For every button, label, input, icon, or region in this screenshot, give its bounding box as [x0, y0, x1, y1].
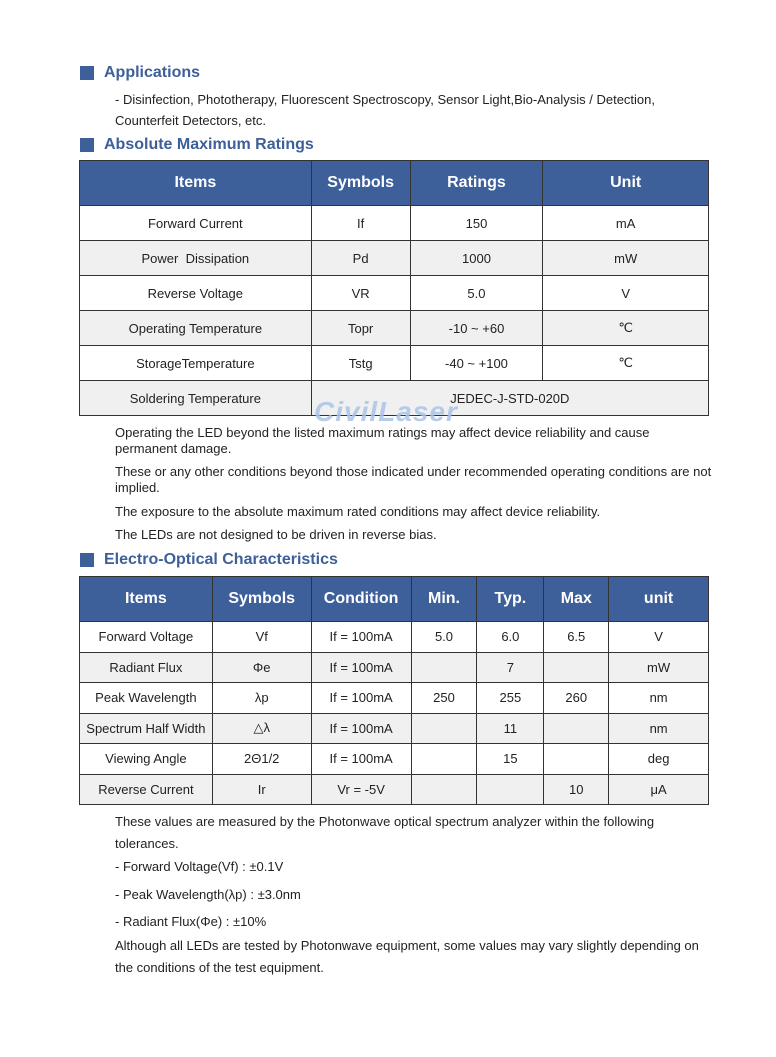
- table-cell: Viewing Angle: [80, 744, 213, 775]
- table-cell: StorageTemperature: [80, 346, 312, 381]
- table-cell: [477, 774, 544, 805]
- section-bullet-icon: [80, 66, 94, 80]
- column-header: unit: [609, 577, 709, 622]
- watermark-logo: CivilLaser: [314, 396, 458, 427]
- table-cell: [544, 652, 609, 683]
- section-bullet-icon: [80, 138, 94, 152]
- column-header: Max: [544, 577, 609, 622]
- table-cell: 6.0: [477, 622, 544, 653]
- table-cell: ℃: [543, 346, 709, 381]
- column-header: Symbols: [212, 577, 311, 622]
- table-cell: ℃: [543, 311, 709, 346]
- table-cell: Pd: [311, 241, 410, 276]
- table-row: [80, 241, 709, 276]
- table-cell: λp: [212, 683, 311, 714]
- table-row: [80, 206, 709, 241]
- table-cell: 2Θ1/2: [212, 744, 311, 775]
- applications-text: [115, 89, 715, 131]
- table-cell: mW: [543, 241, 709, 276]
- table-cell: 6.5: [544, 622, 609, 653]
- table-row: [80, 652, 709, 683]
- table-cell: Forward Current: [80, 206, 312, 241]
- table-header-row: [80, 161, 709, 206]
- amr-note-1: Operating the LED beyond the listed maximum ratings may affect device reliability and cause permanent damage.: [115, 425, 650, 456]
- table-cell: mA: [543, 206, 709, 241]
- table-cell: mW: [609, 652, 709, 683]
- electro-optical-table: [79, 576, 709, 805]
- table-cell: nm: [609, 683, 709, 714]
- table-cell: Radiant Flux: [80, 652, 213, 683]
- table-cell: Φe: [212, 652, 311, 683]
- table-cell: 260: [544, 683, 609, 714]
- column-header: Typ.: [477, 577, 544, 622]
- table-cell: △λ: [212, 713, 311, 744]
- section-bullet-icon: [80, 553, 94, 567]
- table-cell: Spectrum Half Width: [80, 713, 213, 744]
- tolerance-vf: - Forward Voltage(Vf) : ±0.1V: [115, 859, 284, 874]
- table-row: [80, 713, 709, 744]
- applications-title: Applications: [104, 64, 201, 81]
- column-header: Unit: [543, 161, 709, 206]
- tolerance-flux: - Radiant Flux(Φe) : ±10%: [115, 914, 267, 929]
- column-header: Min.: [411, 577, 477, 622]
- amr-title: Absolute Maximum Ratings: [104, 136, 314, 153]
- amr-note-3: The exposure to the absolute maximum rated conditions may affect device reliability.: [115, 504, 601, 519]
- table-cell: [411, 774, 477, 805]
- column-header: Items: [80, 161, 312, 206]
- table-cell: 5.0: [410, 276, 543, 311]
- table-cell: VR: [311, 276, 410, 311]
- table-cell: Forward Voltage: [80, 622, 213, 653]
- absolute-maximum-ratings-table: [79, 160, 709, 416]
- eoc-header: [80, 550, 338, 570]
- table-cell: 5.0: [411, 622, 477, 653]
- table-cell: deg: [609, 744, 709, 775]
- table-cell: V: [609, 622, 709, 653]
- table-cell: Ir: [212, 774, 311, 805]
- table-cell: If = 100mA: [311, 622, 411, 653]
- tolerances-intro: These values are measured by the Photonwave optical spectrum analyzer within the following tolerances.: [115, 814, 655, 851]
- applications-line-1: - Disinfection, Phototherapy, Fluorescent Spectroscopy, Sensor Light,Bio-Analysis / Detection,: [115, 92, 656, 107]
- table-cell: [544, 744, 609, 775]
- table-row: [80, 774, 709, 805]
- amr-header: [80, 135, 314, 155]
- table-cell: 255: [477, 683, 544, 714]
- table-cell: Vf: [212, 622, 311, 653]
- amr-note-2: These or any other conditions beyond those indicated under recommended operating conditions are not implied.: [115, 464, 712, 495]
- table-cell: Operating Temperature: [80, 311, 312, 346]
- tolerance-wavelength: - Peak Wavelength(λp) : ±3.0nm: [115, 887, 301, 902]
- column-header: Ratings: [410, 161, 543, 206]
- table-cell: If = 100mA: [311, 713, 411, 744]
- table-cell: JEDEC-J-STD-020D: [311, 381, 708, 416]
- amr-note-4: The LEDs are not designed to be driven in reverse bias.: [115, 527, 437, 542]
- table-cell: If: [311, 206, 410, 241]
- table-cell: [411, 713, 477, 744]
- eoc-title: Electro-Optical Characteristics: [104, 551, 338, 568]
- table-row: [80, 276, 709, 311]
- table-cell: V: [543, 276, 709, 311]
- table-cell: [411, 744, 477, 775]
- table-cell: Tstg: [311, 346, 410, 381]
- applications-line-2: Counterfeit Detectors, etc.: [115, 113, 267, 128]
- table-cell: Vr = -5V: [311, 774, 411, 805]
- table-cell: -10 ~ +60: [410, 311, 543, 346]
- table-cell: Topr: [311, 311, 410, 346]
- table-cell: 10: [544, 774, 609, 805]
- table-cell: 1000: [410, 241, 543, 276]
- table-cell: Reverse Voltage: [80, 276, 312, 311]
- table-cell: 150: [410, 206, 543, 241]
- column-header: Items: [80, 577, 213, 622]
- table-cell: 11: [477, 713, 544, 744]
- table-cell: μA: [609, 774, 709, 805]
- table-cell: If = 100mA: [311, 652, 411, 683]
- table-cell: -40 ~ +100: [410, 346, 543, 381]
- table-cell: nm: [609, 713, 709, 744]
- table-cell: Reverse Current: [80, 774, 213, 805]
- table-row: [80, 683, 709, 714]
- tolerances-closing: Although all LEDs are tested by Photonwave equipment, some values may vary slightly depending on the conditions of the test equipment.: [115, 938, 699, 975]
- table-row: [80, 744, 709, 775]
- table-cell: If = 100mA: [311, 744, 411, 775]
- table-row: [80, 622, 709, 653]
- column-header: Symbols: [311, 161, 410, 206]
- column-header: Condition: [311, 577, 411, 622]
- table-cell: If = 100mA: [311, 683, 411, 714]
- table-cell: Peak Wavelength: [80, 683, 213, 714]
- table-cell: [411, 652, 477, 683]
- table-cell: 250: [411, 683, 477, 714]
- table-header-row: [80, 577, 709, 622]
- table-cell: 15: [477, 744, 544, 775]
- table-cell: Power Dissipation: [80, 241, 312, 276]
- applications-header: [80, 63, 200, 83]
- table-cell: 7: [477, 652, 544, 683]
- table-cell: Soldering Temperature: [80, 381, 312, 416]
- table-row: [80, 311, 709, 346]
- table-row: [80, 346, 709, 381]
- table-cell: [544, 713, 609, 744]
